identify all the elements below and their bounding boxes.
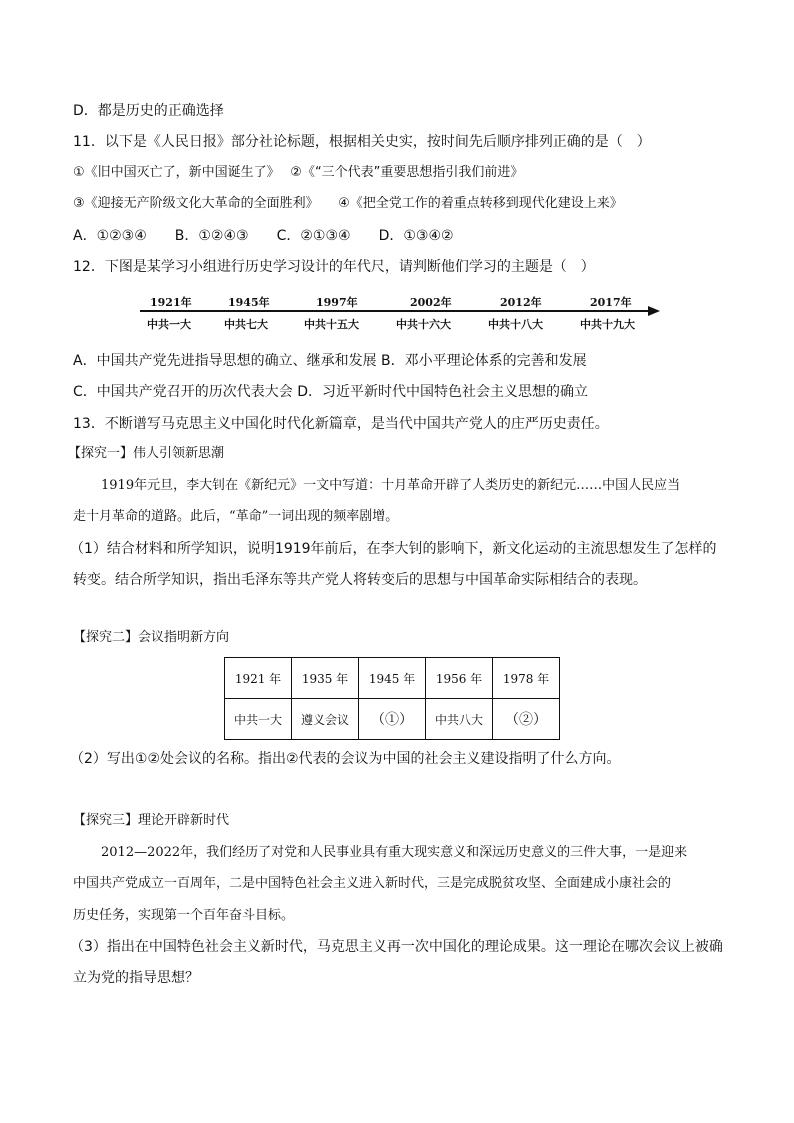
- explore-3-material-line-3: 历史任务，实现第一个百年奋斗目标。: [73, 908, 295, 923]
- explore-1-material-line-2: 走十月革命的道路。此后，“革命”一词出现的频率剧增。: [73, 509, 399, 524]
- explore-2-title: 【探究二】会议指明新方向: [73, 630, 230, 645]
- timeline-year: 2002年: [410, 296, 452, 309]
- timeline-label: 中共一大: [147, 318, 191, 331]
- explore-3-material-line-2: 中国共产党成立一百周年，二是中国特色社会主义进入新时代，三是完成脱贫攻坚、全面建成小康社会的: [73, 876, 672, 891]
- table-cell-year: 1935 年: [292, 658, 359, 699]
- timeline-label: 中共七大: [224, 318, 268, 331]
- question-11-options: A．①②③④ B．①②④③ C．②①③④ D．①③④②: [73, 228, 454, 244]
- option-d: D．都是历史的正确选择: [73, 103, 224, 119]
- table-cell-year: 1978 年: [493, 658, 560, 699]
- explore-3-title: 【探究三】理论开辟新时代: [73, 813, 230, 828]
- subquestion-2: （2）写出①②处会议的名称。指出②代表的会议为中国的社会主义建设指明了什么方向。: [70, 751, 621, 767]
- timeline-axis: [140, 310, 652, 312]
- question-13-stem: 13．不断谱写马克思主义中国化时代化新篇章，是当代中国共产党人的庄严历史责任。: [73, 416, 609, 432]
- table-cell-meeting: 中共八大: [426, 699, 493, 740]
- subquestion-3-line-2: 立为党的指导思想？: [73, 970, 199, 986]
- timeline-chart: [140, 292, 670, 340]
- timeline-year: 1921年: [150, 296, 192, 309]
- explore-1-title: 【探究一】伟人引领新思潮: [68, 446, 225, 461]
- timeline-year: 2012年: [500, 296, 542, 309]
- timeline-label: 中共十八大: [488, 318, 543, 331]
- timeline-year: 1945年: [228, 296, 270, 309]
- question-12-stem: 12．下图是某学习小组进行历史学习设计的年代尺，请判断他们学习的主题是（ ）: [73, 259, 595, 275]
- timeline-arrow-icon: [648, 306, 660, 316]
- timeline-year: 2017年: [590, 296, 632, 309]
- meeting-table-meeting-row: [225, 699, 560, 740]
- table-cell-meeting: 中共一大: [225, 699, 292, 740]
- table-cell-meeting: 遵义会议: [292, 699, 359, 740]
- timeline-label: 中共十六大: [396, 318, 451, 331]
- table-cell-meeting-blank-1: （①）: [359, 699, 426, 740]
- question-11-stem: 11．以下是《人民日报》部分社论标题，根据相关史实，按时间先后顺序排列正确的是（ ）: [73, 134, 651, 150]
- table-cell-meeting-blank-2: （②）: [493, 699, 560, 740]
- subquestion-3-line-1: （3）指出在中国特色社会主义新时代，马克思主义再一次中国化的理论成果。这一理论在哪次会议上被确: [70, 939, 723, 955]
- meeting-table: [224, 657, 560, 740]
- subquestion-1-line-1: （1）结合材料和所学知识，说明1919年前后，在李大钊的影响下，新文化运动的主流思想发生了怎样的: [70, 541, 717, 557]
- question-12-options-cd: C．中国共产党召开的历次代表大会 D．习近平新时代中国特色社会主义思想的确立: [73, 384, 589, 400]
- subquestion-1-line-2: 转变。结合所学知识，指出毛泽东等共产党人将转变后的思想与中国革命实际相结合的表现。: [73, 572, 647, 588]
- question-11-items-2: ③《迎接无产阶级文化大革命的全面胜利》 ④《把全党工作的着重点转移到现代化建设上来》: [73, 196, 623, 211]
- question-11-items-1: ①《旧中国灭亡了，新中国诞生了》 ②《“三个代表”重要思想指引我们前进》: [73, 165, 524, 180]
- question-12-options-ab: A．中国共产党先进指导思想的确立、继承和发展 B．邓小平理论体系的完善和发展: [73, 353, 587, 369]
- table-cell-year: 1921 年: [225, 658, 292, 699]
- explore-1-material-line-1: 1919年元旦，李大钊在《新纪元》一文中写道：十月革命开辟了人类历史的新纪元……中国人民应当: [101, 478, 681, 493]
- timeline-year: 1997年: [316, 296, 358, 309]
- table-cell-year: 1945 年: [359, 658, 426, 699]
- table-cell-year: 1956 年: [426, 658, 493, 699]
- explore-3-material-line-1: 2012—2022年，我们经历了对党和人民事业具有重大现实意义和深远历史意义的三件大事，一是迎来: [101, 845, 688, 860]
- timeline-label: 中共十九大: [580, 318, 635, 331]
- timeline-label: 中共十五大: [304, 318, 359, 331]
- meeting-table-year-row: [225, 658, 560, 699]
